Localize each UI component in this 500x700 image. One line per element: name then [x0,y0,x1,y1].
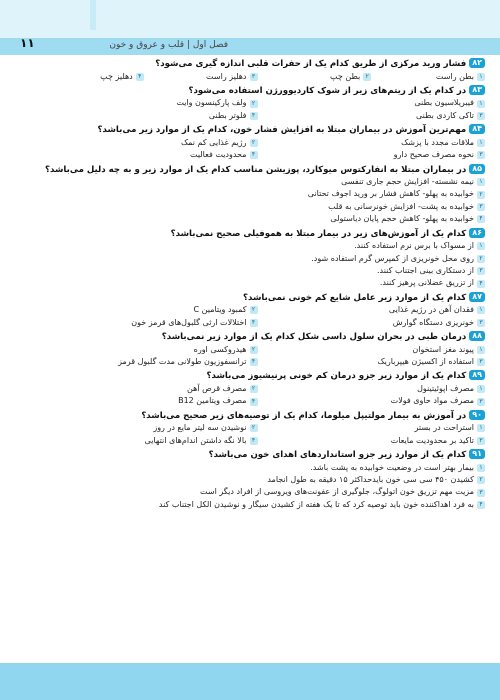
option-text: نحوه مصرف صحیح دارو [393,150,474,160]
option-text: فلوتر بطنی [208,110,247,120]
option-number-icon: ۴ [477,215,485,223]
header-tab-decoration [90,0,96,30]
question-list [30,58,485,658]
question-item [30,228,485,290]
answer-options [30,137,485,162]
option-text: از مسواک با برس نرم استفاده کنند. [354,241,474,251]
answer-option[interactable] [258,71,372,83]
option-number-icon: ۱ [477,139,485,147]
question-number-badge: ۸۶ [469,228,485,238]
answer-option[interactable] [30,71,144,83]
answer-option[interactable] [30,499,485,511]
option-number-icon: ۴ [250,151,258,159]
question-item [30,370,485,407]
option-number-icon: ۱ [477,242,485,250]
answer-option[interactable] [258,317,486,329]
answer-option[interactable] [30,383,258,395]
option-text: هیدروکسی اوره [193,344,247,354]
answer-option[interactable] [30,265,485,277]
option-number-icon: ۳ [477,267,485,275]
answer-option[interactable] [258,304,486,316]
question-text: در بیماران مبتلا به انفارکتوس میوکارد، پوزیشن مناسب کدام یک از موارد زیر و به چه دلیل می‌باشد؟ [45,164,467,175]
question-text: کدام یک از موارد زیر جزو استانداردهای اهدای خون می‌باشد؟ [208,450,467,461]
option-text: خوابیده به پهلو- کاهش فشار بر ورید اجوف تحتانی [307,189,474,199]
option-number-icon: ۴ [250,437,258,445]
answer-option[interactable] [30,474,485,486]
answer-options [30,304,485,329]
option-number-icon: ۳ [250,73,258,81]
answer-option[interactable] [30,356,258,368]
option-number-icon: ۳ [477,319,485,327]
option-number-icon: ۱ [477,73,485,81]
answer-option[interactable] [30,486,485,498]
option-text: ملاقات مجدد با پزشک [401,137,474,147]
answer-option[interactable] [30,277,485,289]
answer-options [30,422,485,447]
option-number-icon: ۱ [477,464,485,472]
answer-option[interactable] [258,435,486,447]
option-text: روی محل خونریزی از کمپرس گرم استفاده شود. [311,253,474,263]
answer-option[interactable] [30,253,485,265]
question-text: درمان طبی در بحران سلول داسی شکل کدام یک از موارد زیر نمی‌باشد؟ [161,332,467,343]
question-number-badge: ۹۰ [469,410,485,420]
option-number-icon: ۲ [477,476,485,484]
option-number-icon: ۱ [477,346,485,354]
option-text: رژیم غذایی کم نمک [180,137,247,147]
option-text: بالا نگه داشتن اندام‌های انتهایی [144,435,247,445]
answer-option[interactable] [371,71,485,83]
option-text: فقدان آهن در رژیم غذایی [388,305,474,315]
question-number-badge: ۸۴ [469,124,485,134]
question-item [30,164,485,226]
question-title [30,228,485,241]
answer-option[interactable] [258,110,486,122]
option-number-icon: ۱ [477,306,485,314]
answer-option[interactable] [144,71,258,83]
option-text: استفاده از اکسیژن هیپرباریک [377,357,474,366]
answer-options [30,344,485,369]
option-number-icon: ۱ [477,424,485,432]
question-number-badge: ۸۵ [469,164,485,174]
option-number-icon: ۳ [477,398,485,406]
option-number-icon: ۳ [477,151,485,159]
option-number-icon: ۳ [477,489,485,497]
answer-option[interactable] [30,422,258,434]
answer-option[interactable] [258,356,486,368]
option-text: پیوند مغز استخوان [412,344,474,354]
answer-option[interactable] [30,213,485,225]
answer-option[interactable] [30,462,485,474]
option-number-icon: ۲ [250,139,258,147]
question-item [30,58,485,83]
answer-option[interactable] [30,395,258,407]
question-text: کدام یک از موارد زیر جزو درمان کم خونی پرنیشیوز می‌باشد؟ [206,371,467,382]
question-number-badge: ۸۷ [469,292,485,302]
answer-options [30,240,485,290]
question-item [30,292,485,329]
option-text: مصرف مواد حاوی فولات [390,396,474,406]
option-text: بطن راست [435,71,474,81]
answer-option[interactable] [258,149,486,161]
option-number-icon: ۲ [250,385,258,393]
option-number-icon: ۲ [477,191,485,199]
option-number-icon: ۳ [477,437,485,445]
question-text: کدام یک از موارد زیر عامل شایع کم خونی نمی‌باشد؟ [243,292,467,303]
answer-option[interactable] [30,97,258,109]
option-text: مصرف اپوئیتینول [417,383,474,393]
answer-option[interactable] [258,344,486,356]
question-title [30,164,485,177]
answer-option[interactable] [30,137,258,149]
question-number-badge: ۸۸ [469,331,485,341]
question-title [30,331,485,344]
option-text: اختلالات ارثی گلبول‌های قرمز خون [131,317,247,327]
answer-option[interactable] [30,240,485,252]
answer-options [30,383,485,408]
answer-option[interactable] [30,176,485,188]
option-number-icon: ۳ [477,112,485,120]
answer-option[interactable] [258,137,486,149]
option-text: دهلیز چپ [100,71,133,81]
question-text: در آموزش به بیمار مولتیپل میلوما، کدام یک از توصیه‌های زیر صحیح می‌باشد؟ [141,410,467,421]
answer-option[interactable] [258,395,486,407]
answer-option[interactable] [258,97,486,109]
answer-option[interactable] [30,149,258,161]
question-text: فشار ورید مرکزی از طریق کدام یک از حفرات قلبی اندازه گیری می‌شود؟ [155,59,467,69]
option-text: خوابیده به پشت- افزایش خونرسانی به قلب [328,201,474,211]
option-number-icon: ۳ [477,358,485,366]
option-text: دهلیز راست [206,71,247,81]
option-text: تاکی کاردی بطنی [415,110,474,120]
answer-option[interactable] [30,110,258,122]
question-item [30,331,485,368]
question-number-badge: ۸۹ [469,370,485,380]
header-strip [0,38,500,55]
option-text: مصرف ویتامین B12 [178,396,247,406]
question-number-badge: ۸۲ [469,58,485,68]
option-number-icon: ۲ [250,346,258,354]
option-text: نوشیدن سه لیتر مایع در روز [153,423,247,433]
answer-option[interactable] [258,422,486,434]
answer-option[interactable] [258,383,486,395]
option-text: مصرف قرص آهن [187,383,247,393]
option-text: کشیدن ۴۵۰ سی سی خون بایدحداکثر ۱۵ دقیقه به طول انجامد [267,474,474,484]
question-title [30,85,485,98]
option-text: مزیت مهم تزریق خون اتولوگ، جلوگیری از عفونت‌های ویروسی از افراد دیگر است [200,487,474,497]
option-text: ولف پارکینسون وایت [176,98,247,108]
option-number-icon: ۴ [250,358,258,366]
option-text: خونریزی دستگاه گوارش [392,317,474,327]
question-text: در کدام یک از ریتم‌های زیر از شوک کاردیوورژن استفاده می‌شود؟ [188,85,467,96]
option-number-icon: ۱ [477,385,485,393]
option-number-icon: ۲ [250,100,258,108]
answer-option[interactable] [30,304,258,316]
answer-option[interactable] [30,201,485,213]
option-number-icon: ۲ [250,306,258,314]
question-text: کدام یک از آموزش‌های زیر در بیمار مبتلا به هموفیلی صحیح نمی‌باشد؟ [170,228,467,239]
option-number-icon: ۳ [477,203,485,211]
option-number-icon: ۱ [477,100,485,108]
option-number-icon: ۴ [477,501,485,509]
question-text: مهم‌ترین آموزش در بیماران مبتلا به افزایش فشار خون، کدام یک از موارد زیر می‌باشد؟ [97,125,467,136]
answer-option[interactable] [30,317,258,329]
option-number-icon: ۴ [136,73,144,81]
page-number: ۱۱ [20,36,35,50]
question-item [30,85,485,122]
option-text: به فرد اهداکننده خون باید توصیه کرد که تا یک هفته از کشیدن سیگار و نوشیدن الکل اجتناب کند [158,499,474,509]
option-text: فیبریلاسیون بطنی [414,98,474,108]
question-item [30,410,485,447]
question-item [30,449,485,511]
question-number-badge: ۸۳ [469,85,485,95]
question-item [30,124,485,161]
option-text: خوابیده به پهلو- کاهش حجم پایان دیاستولی [330,214,474,224]
answer-options [30,176,485,226]
question-title [30,410,485,423]
chapter-title: فصل اول | قلب و عروق و خون [109,40,228,50]
question-title [30,449,485,462]
option-number-icon: ۴ [477,280,485,288]
answer-option[interactable] [30,188,485,200]
option-number-icon: ۲ [250,424,258,432]
answer-options [30,462,485,512]
option-number-icon: ۴ [250,319,258,327]
answer-options [30,97,485,122]
option-number-icon: ۲ [363,73,371,81]
question-title [30,370,485,383]
option-text: بطن چپ [330,71,361,81]
option-text: استراحت در بستر [414,423,474,433]
option-number-icon: ۴ [250,112,258,120]
page-footer [0,663,500,700]
question-title [30,58,485,71]
option-text: از تزریق عضلانی پرهیز کنند. [379,278,474,288]
option-text: بیمار بهتر است در وضعیت خوابیده به پشت باشد. [310,462,474,472]
answer-option[interactable] [30,344,258,356]
option-text: از دستکاری بینی اجتناب کنند. [377,265,474,275]
option-text: کمبود ویتامین C [193,305,247,315]
question-title [30,124,485,137]
option-text: تاکید بر محدودیت مایعات [390,435,474,445]
option-text: محدودیت فعالیت [189,150,247,160]
answer-options [30,71,485,83]
option-number-icon: ۱ [477,178,485,186]
answer-option[interactable] [30,435,258,447]
option-number-icon: ۴ [250,398,258,406]
question-title [30,292,485,305]
question-number-badge: ۹۱ [469,449,485,459]
option-number-icon: ۲ [477,255,485,263]
option-text: ترانسفوزیون طولانی مدت گلبول قرمز [118,357,247,366]
option-text: نیمه نشسته- افزایش حجم جاری تنفسی [341,177,474,187]
